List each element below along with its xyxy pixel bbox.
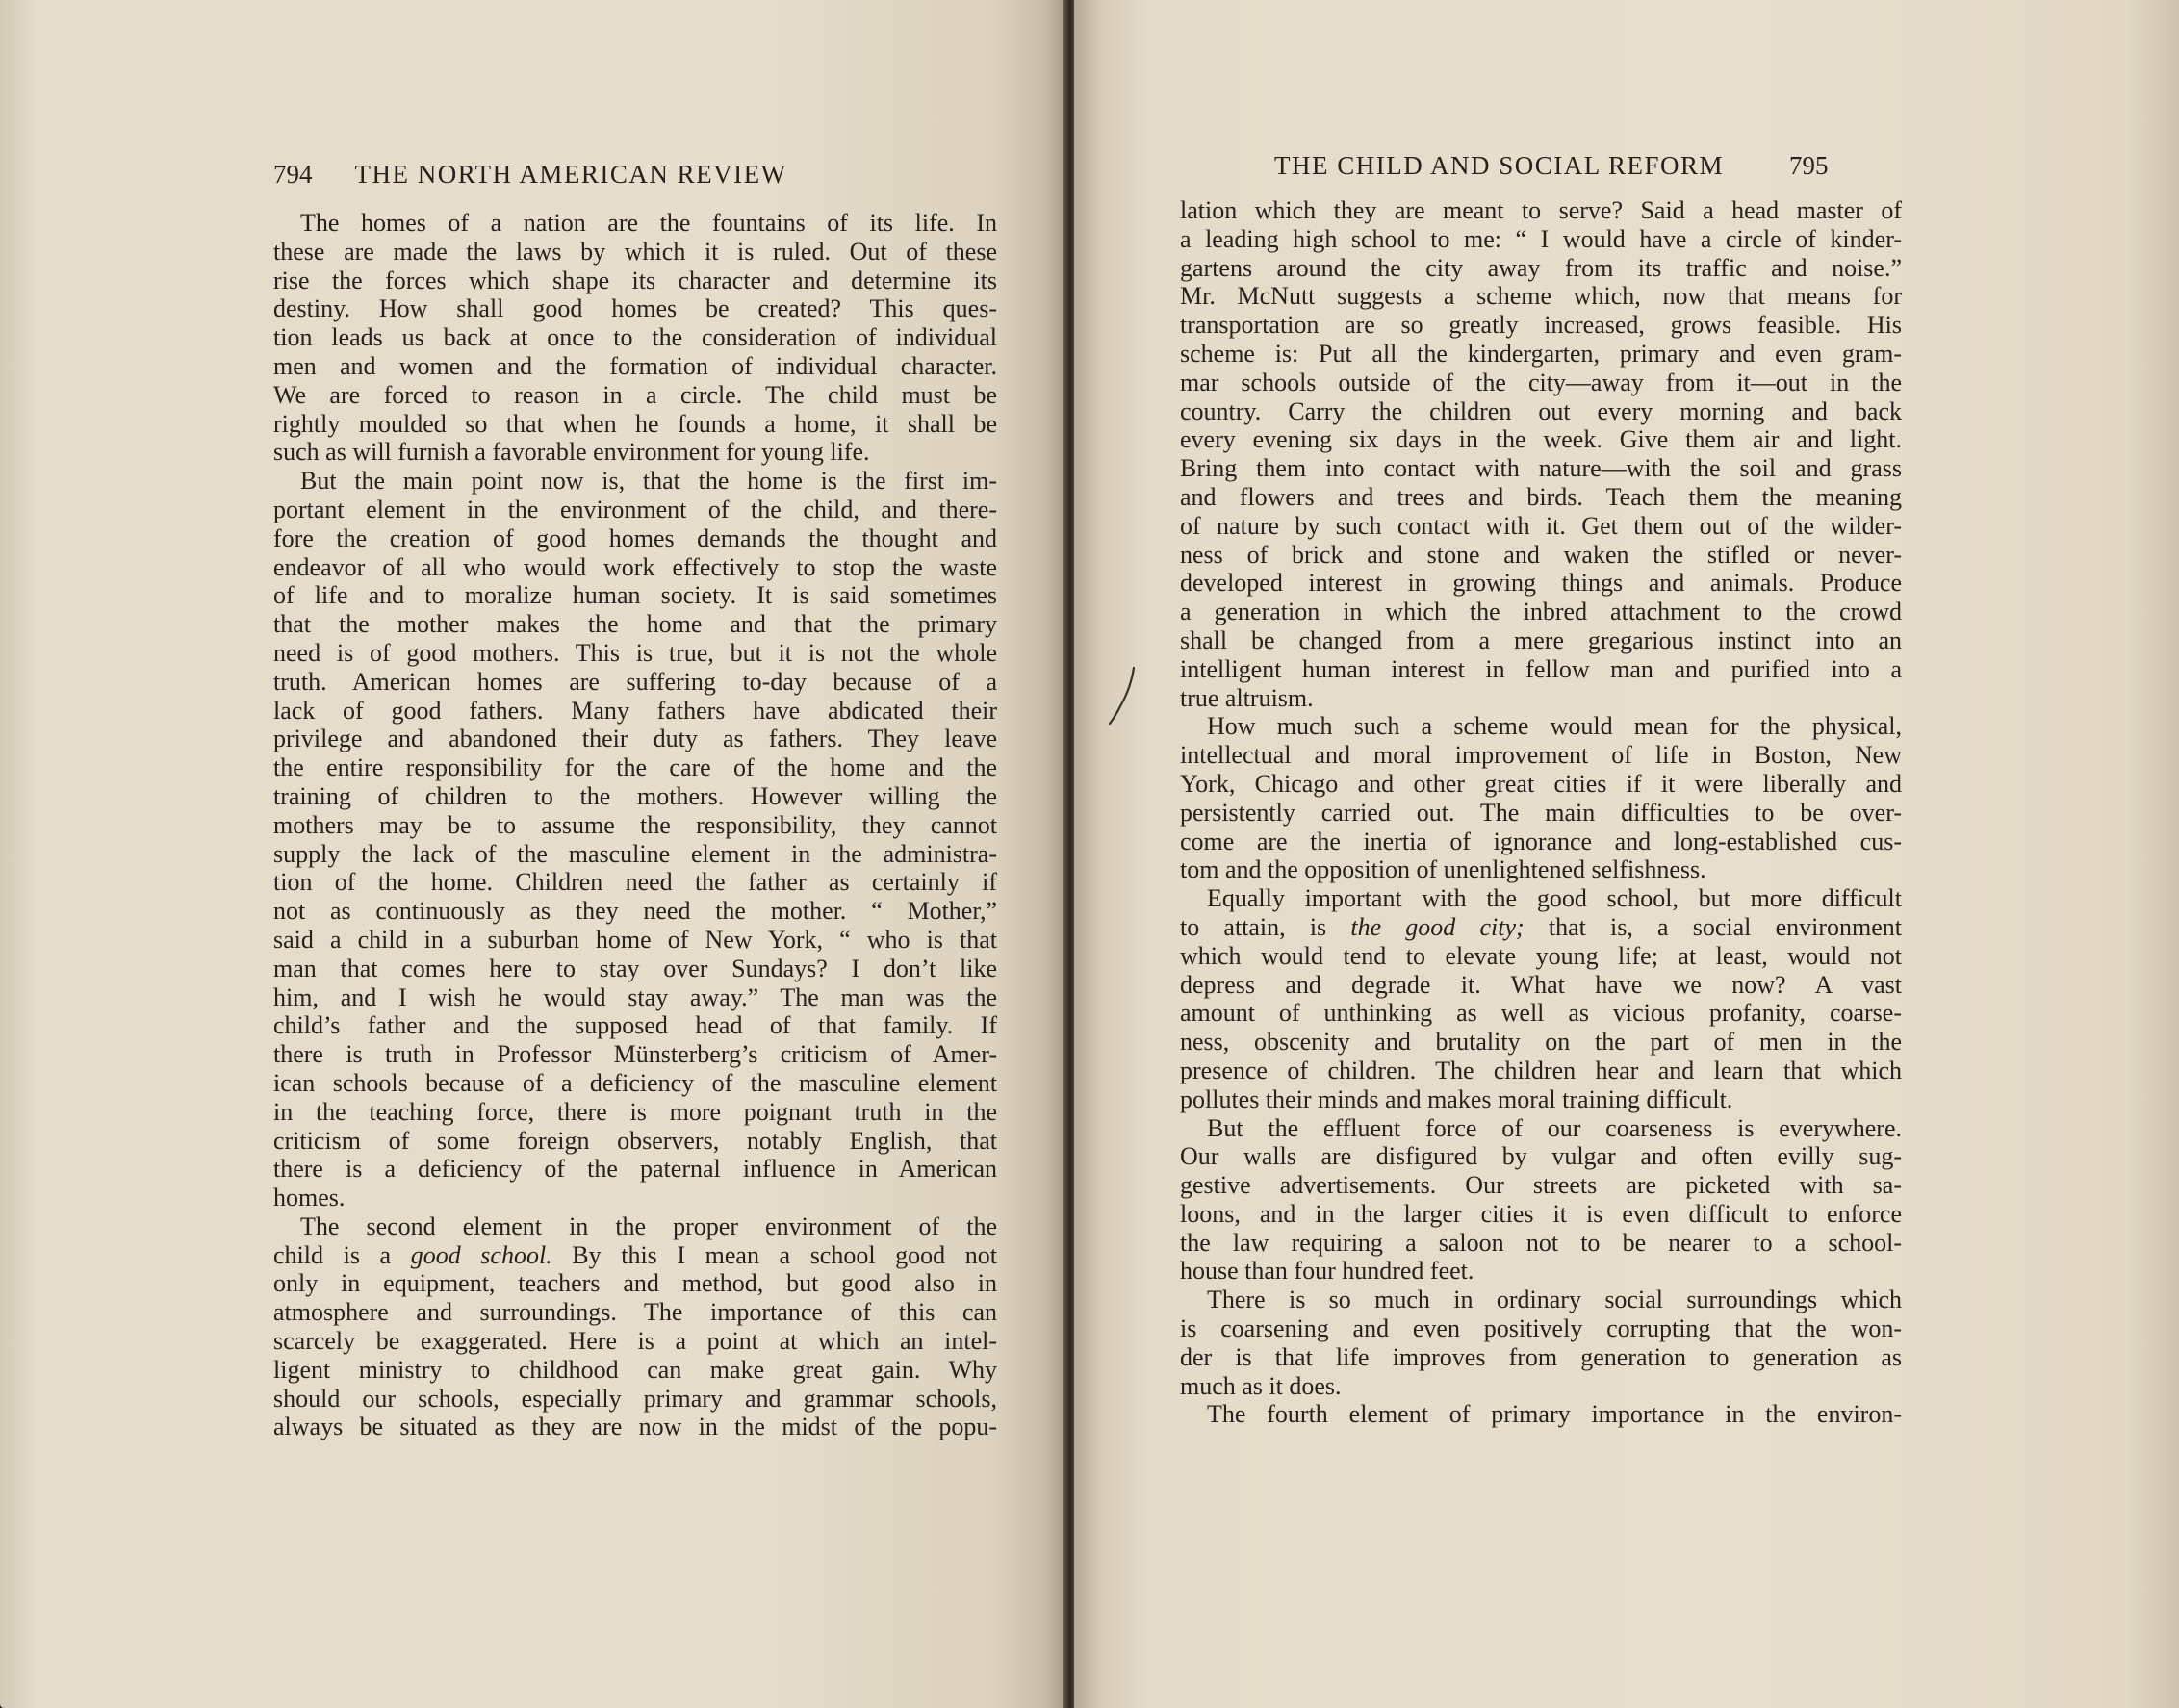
text-line bbox=[1180, 1343, 1902, 1372]
line-text: these are made the laws by which it is ruled. Out of these bbox=[273, 237, 997, 266]
line-text: country. Carry the children out every morning and back bbox=[1180, 396, 1902, 425]
text-line bbox=[1180, 254, 1902, 283]
line-text: is coarsening and even positively corrupting that the won- bbox=[1180, 1314, 1902, 1343]
line-text: come are the inertia of ignorance and long-established cus- bbox=[1180, 827, 1902, 855]
text-line bbox=[1180, 311, 1902, 340]
line-text: to attain, is bbox=[1180, 912, 1351, 941]
text-line bbox=[273, 1040, 997, 1069]
line-text: tom and the opposition of unenlightened selfishness. bbox=[1180, 855, 1706, 884]
text-line bbox=[1180, 1114, 1902, 1143]
line-text: lation which they are meant to serve? Said a head master of bbox=[1180, 196, 1902, 224]
line-text: shall be changed from a mere gregarious instinct into an bbox=[1180, 625, 1902, 654]
text-line bbox=[1180, 369, 1902, 397]
text-line bbox=[273, 1212, 997, 1241]
line-text: But the main point now is, that the home is the first im- bbox=[300, 467, 997, 496]
text-line bbox=[1180, 1028, 1902, 1057]
line-text: der is that life improves from generation to generation as bbox=[1180, 1342, 1902, 1371]
text-line bbox=[273, 926, 997, 955]
left-running-head: THE NORTH AMERICAN REVIEW bbox=[354, 160, 787, 189]
right-text-column bbox=[1180, 196, 1902, 1429]
line-text: tion leads us back at once to the consideration of individual bbox=[273, 323, 997, 352]
line-text: tion of the home. Children need the father as certainly if bbox=[273, 868, 997, 897]
line-text: gartens around the city away from its traffic and noise.” bbox=[1180, 253, 1902, 282]
right-page-number: 795 bbox=[1789, 151, 1829, 180]
line-text: truth. American homes are suffering to-day because of a bbox=[273, 667, 997, 696]
text-line bbox=[273, 1356, 997, 1385]
text-line bbox=[1180, 282, 1902, 311]
right-running-head: THE CHILD AND SOCIAL REFORM bbox=[1274, 151, 1725, 180]
line-text: the law requiring a saloon not to be nearer to a school- bbox=[1180, 1228, 1902, 1257]
line-text: persistently carried out. The main difficulties to be over- bbox=[1180, 798, 1902, 827]
text-line bbox=[273, 238, 997, 267]
line-text: intelligent human interest in fellow man and purified into a bbox=[1180, 654, 1902, 683]
line-text: house than four hundred feet. bbox=[1180, 1257, 1474, 1286]
text-line bbox=[273, 294, 997, 323]
line-text: mar schools outside of the city—away from it—out in the bbox=[1180, 368, 1902, 396]
line-text: atmosphere and surroundings. The importance of this can bbox=[273, 1298, 997, 1327]
text-line bbox=[273, 983, 997, 1012]
text-line bbox=[1180, 1171, 1902, 1200]
line-text: much as it does. bbox=[1180, 1371, 1342, 1400]
line-text: mothers may be to assume the responsibility, they cannot bbox=[273, 810, 997, 839]
text-line bbox=[273, 1069, 997, 1098]
text-line bbox=[1180, 1314, 1902, 1343]
line-text: The homes of a nation are the fountains of its life. In bbox=[300, 209, 997, 237]
line-text: child’s father and the supposed head of that family. If bbox=[273, 1011, 997, 1040]
line-text: The second element in the proper environment of the bbox=[300, 1211, 997, 1240]
text-line bbox=[273, 209, 997, 238]
text-line bbox=[273, 897, 997, 926]
text-line bbox=[273, 697, 997, 726]
text-line bbox=[1180, 569, 1902, 598]
text-line bbox=[273, 524, 997, 553]
text-line bbox=[273, 639, 997, 668]
line-text: and flowers and trees and birds. Teach them the meaning bbox=[1180, 482, 1902, 511]
line-text: There is so much in ordinary social surroundings which bbox=[1207, 1286, 1902, 1314]
text-line bbox=[273, 840, 997, 869]
line-text: endeavor of all who would work effectively to stop the waste bbox=[273, 552, 997, 581]
text-line bbox=[1180, 541, 1902, 570]
line-text: criticism of some foreign observers, notably English, that bbox=[273, 1126, 997, 1155]
line-text: How much such a scheme would mean for the physical, bbox=[1207, 712, 1902, 741]
line-text: training of children to the mothers. However willing the bbox=[273, 781, 997, 810]
text-line bbox=[273, 496, 997, 524]
line-text: developed interest in growing things and animals. Produce bbox=[1180, 569, 1902, 598]
text-line bbox=[273, 811, 997, 840]
left-text-column bbox=[273, 209, 997, 1441]
line-text-after: that is, a social environment bbox=[1524, 912, 1902, 941]
text-line bbox=[1180, 1400, 1902, 1429]
text-line bbox=[1180, 1372, 1902, 1401]
pencil-margin-mark bbox=[1105, 664, 1143, 726]
line-text: The fourth element of primary importance in the environ- bbox=[1207, 1400, 1902, 1429]
line-text: a generation in which the inbred attachment to the crowd bbox=[1180, 598, 1902, 626]
line-text: such as will furnish a favorable environment for young life. bbox=[273, 438, 870, 467]
line-text: intellectual and moral improvement of life in Boston, New bbox=[1180, 741, 1902, 770]
text-line bbox=[273, 581, 997, 610]
text-line bbox=[273, 782, 997, 811]
text-line bbox=[1180, 1286, 1902, 1314]
text-line bbox=[1180, 1257, 1902, 1286]
line-text: said a child in a suburban home of New York, “ who is that bbox=[273, 925, 997, 954]
text-line bbox=[1180, 770, 1902, 799]
line-text: scheme is: Put all the kindergarten, primary and even gram- bbox=[1180, 339, 1902, 368]
text-line bbox=[273, 1098, 997, 1127]
italic-text: good school. bbox=[410, 1240, 552, 1269]
text-line bbox=[1180, 684, 1902, 713]
line-text: ligent ministry to childhood can make great gain. Why bbox=[273, 1355, 997, 1384]
line-text: homes. bbox=[273, 1184, 346, 1212]
line-text: that the mother makes the home and that the primary bbox=[273, 610, 997, 639]
line-text: depress and degrade it. What have we now? A vast bbox=[1180, 970, 1902, 999]
line-text: a leading high school to me: “ I would have a circle of kinder- bbox=[1180, 224, 1902, 253]
text-line bbox=[273, 955, 997, 983]
line-text: men and women and the formation of individual character. bbox=[273, 351, 997, 380]
line-text: supply the lack of the masculine element in the administra- bbox=[273, 839, 997, 868]
line-text: transportation are so greatly increased, grows feasible. His bbox=[1180, 311, 1902, 340]
text-line bbox=[1180, 855, 1902, 884]
line-text: destiny. How shall good homes be created? This ques- bbox=[273, 294, 997, 323]
line-text: the entire responsibility for the care of the home and the bbox=[273, 753, 997, 782]
text-line bbox=[1180, 397, 1902, 426]
text-line bbox=[1180, 196, 1902, 225]
line-text: of life and to moralize human society. It is said sometimes bbox=[273, 581, 997, 610]
line-text: in the teaching force, there is more poignant truth in the bbox=[273, 1097, 997, 1126]
text-line bbox=[273, 1385, 997, 1414]
text-line bbox=[273, 1127, 997, 1156]
text-line bbox=[1180, 1085, 1902, 1114]
line-text: privilege and abandoned their duty as fathers. They leave bbox=[273, 725, 997, 753]
line-text: there is truth in Professor Münsterberg’s criticism of Amer- bbox=[273, 1040, 997, 1069]
text-line bbox=[1180, 971, 1902, 1000]
text-line bbox=[1180, 828, 1902, 856]
line-text: We are forced to reason in a circle. The child must be bbox=[273, 380, 997, 409]
text-line bbox=[1180, 1200, 1902, 1229]
text-line bbox=[1180, 598, 1902, 626]
line-text: always be situated as they are now in the midst of the popu- bbox=[273, 1413, 997, 1441]
text-line bbox=[1180, 999, 1902, 1028]
text-line bbox=[273, 1298, 997, 1327]
italic-text: the good city; bbox=[1350, 912, 1525, 941]
text-line bbox=[273, 868, 997, 897]
left-page-number: 794 bbox=[273, 160, 313, 189]
line-text: ness of brick and stone and waken the stifled or never- bbox=[1180, 540, 1902, 569]
text-line bbox=[1180, 1057, 1902, 1085]
line-text: there is a deficiency of the paternal influence in American bbox=[273, 1155, 997, 1184]
line-text: loons, and in the larger cities it is even difficult to enforce bbox=[1180, 1199, 1902, 1228]
text-line bbox=[1180, 655, 1902, 684]
text-line bbox=[273, 323, 997, 352]
text-line bbox=[1180, 512, 1902, 541]
line-text: should our schools, especially primary and grammar schools, bbox=[273, 1384, 997, 1413]
line-text-after: By this I mean a school good not bbox=[551, 1240, 997, 1269]
line-text: of nature by such contact with it. Get them out of the wilder- bbox=[1180, 511, 1902, 540]
text-line bbox=[273, 1269, 997, 1298]
line-text: every evening six days in the week. Give them air and light. bbox=[1180, 425, 1902, 454]
text-line bbox=[273, 467, 997, 496]
text-line bbox=[273, 1241, 997, 1270]
line-text: Bring them into contact with nature—with the soil and grass bbox=[1180, 454, 1902, 483]
text-line bbox=[273, 553, 997, 582]
line-text: But the effluent force of our coarseness is everywhere. bbox=[1207, 1113, 1902, 1142]
line-text: true altruism. bbox=[1180, 683, 1314, 712]
text-line bbox=[1180, 942, 1902, 971]
line-text: Mr. McNutt suggests a scheme which, now that means for bbox=[1180, 282, 1902, 311]
text-line bbox=[273, 610, 997, 639]
text-line bbox=[1180, 1142, 1902, 1171]
right-running-header bbox=[1274, 151, 1829, 181]
line-text: ican schools because of a deficiency of the masculine element bbox=[273, 1068, 997, 1097]
text-line bbox=[1180, 913, 1902, 942]
text-line bbox=[273, 381, 997, 410]
line-text: which would tend to elevate young life; at least, would not bbox=[1180, 941, 1902, 970]
line-text: him, and I wish he would stay away.” The man was the bbox=[273, 982, 997, 1011]
text-line bbox=[1180, 340, 1902, 369]
text-line bbox=[1180, 1229, 1902, 1258]
text-line bbox=[1180, 454, 1902, 483]
text-line bbox=[1180, 483, 1902, 512]
line-text: child is a bbox=[273, 1240, 411, 1269]
left-running-header bbox=[273, 160, 787, 190]
text-line bbox=[273, 1011, 997, 1040]
text-line bbox=[273, 1184, 997, 1212]
text-line bbox=[273, 1327, 997, 1356]
line-text: pollutes their minds and makes moral training difficult. bbox=[1180, 1084, 1733, 1113]
line-text: only in equipment, teachers and method, but good also in bbox=[273, 1269, 997, 1298]
text-line bbox=[273, 1413, 997, 1441]
text-line bbox=[1180, 626, 1902, 655]
line-text: not as continuously as they need the mother. “ Mother,” bbox=[273, 897, 997, 926]
line-text: presence of children. The children hear and learn that which bbox=[1180, 1056, 1902, 1084]
text-line bbox=[273, 352, 997, 381]
line-text: rightly moulded so that when he founds a home, it shall be bbox=[273, 409, 997, 438]
line-text: lack of good fathers. Many fathers have abdicated their bbox=[273, 696, 997, 725]
text-line bbox=[1180, 741, 1902, 770]
text-line bbox=[1180, 884, 1902, 913]
line-text: York, Chicago and other great cities if it were liberally and bbox=[1180, 769, 1902, 798]
line-text: scarcely be exaggerated. Here is a point at which an intel- bbox=[273, 1327, 997, 1356]
line-text: portant element in the environment of the child, and there- bbox=[273, 495, 997, 523]
text-line bbox=[273, 1155, 997, 1184]
text-line bbox=[1180, 225, 1902, 254]
text-line bbox=[273, 438, 997, 467]
line-text: gestive advertisements. Our streets are picketed with sa- bbox=[1180, 1171, 1902, 1200]
line-text: amount of unthinking as well as vicious profanity, coarse- bbox=[1180, 999, 1902, 1028]
line-text: Our walls are disfigured by vulgar and often evilly sug- bbox=[1180, 1142, 1902, 1171]
line-text: rise the forces which shape its character and determine its bbox=[273, 266, 997, 294]
line-text: fore the creation of good homes demands the thought and bbox=[273, 523, 997, 552]
line-text: ness, obscenity and brutality on the part of men in the bbox=[1180, 1028, 1902, 1057]
text-line bbox=[273, 668, 997, 697]
text-line bbox=[1180, 425, 1902, 454]
line-text: man that comes here to stay over Sundays? I don’t like bbox=[273, 954, 997, 982]
text-line bbox=[1180, 712, 1902, 741]
text-line bbox=[273, 410, 997, 439]
line-text: need is of good mothers. This is true, but it is not the whole bbox=[273, 638, 997, 667]
text-line bbox=[273, 267, 997, 295]
text-line bbox=[273, 753, 997, 782]
text-line bbox=[273, 725, 997, 753]
line-text: Equally important with the good school, but more difficult bbox=[1207, 884, 1902, 913]
text-line bbox=[1180, 799, 1902, 828]
